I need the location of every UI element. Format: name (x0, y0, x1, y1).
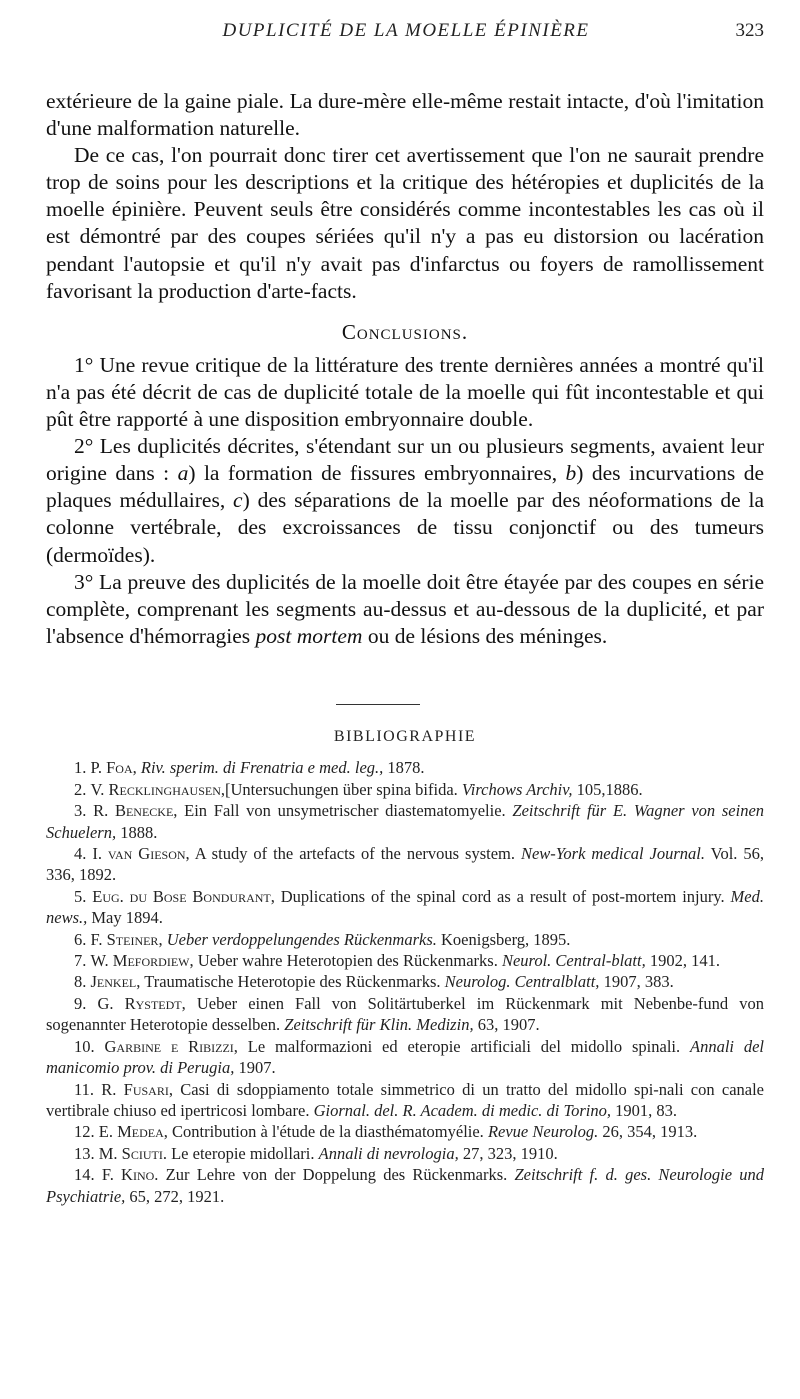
reference-entry (46, 886, 764, 929)
reference-details: May 1894. (87, 908, 163, 928)
section-divider (336, 704, 420, 705)
reference-number: 2. (74, 779, 87, 799)
reference-source: Riv. sperim. di Frenatria e med. leg., (140, 758, 384, 778)
reference-number: 10. (74, 1036, 95, 1056)
reference-entry (46, 950, 764, 971)
reference-details: 1888. (116, 822, 158, 842)
reference-source: Giornal. del. R. Academ. di medic. di Torino, (313, 1100, 612, 1120)
reference-author: E. Medea, (98, 1122, 168, 1142)
reference-text: Duplications of the spinal cord as a result of post-mortem injury. (274, 886, 731, 906)
reference-source: Revue Neurolog. (487, 1122, 599, 1142)
conclusion-2 (46, 433, 764, 568)
paragraph-warning: De ce cas, l'on pourrait donc tirer cet avertissement que l'on ne saurait prendre trop de soins pour les descriptions et la critique des hétéropies et duplicités de la moelle épinière. Peuvent seuls être considérés comme incontestables les cas où il est démontré par des coupes sériées qu'il n'y a pas eu distorsion ou lacération pendant l'autopsie et qu'il n'y avait pas d'infarctus ou foyers de ramollissement favorisant la production d'arte-facts. (46, 143, 764, 303)
reference-source: Annali del manicomio prov. di Perugia, (46, 1036, 765, 1078)
reference-entry (46, 1143, 764, 1164)
reference-entry (46, 971, 764, 992)
reference-details: 1907, 383. (599, 972, 674, 992)
reference-details: 63, 1907. (473, 1015, 540, 1035)
conclusion-2-letter-b: b (565, 461, 577, 486)
reference-author: V. Recklinghausen, (90, 779, 225, 799)
reference-author: W. Mefordiew, (90, 951, 194, 971)
reference-entry (46, 843, 764, 886)
reference-author: G. Rystedt, (97, 993, 186, 1013)
reference-entry (46, 779, 764, 800)
reference-details: 26, 354, 1913. (598, 1122, 698, 1142)
conclusions-heading: Conclusions. (341, 319, 469, 344)
reference-number: 5. (74, 886, 87, 906)
reference-author: Jenkel, (90, 972, 141, 992)
reference-author: Eug. du Bose Bondurant, (92, 886, 275, 906)
reference-author: Garbine e Ribizzi, (104, 1036, 238, 1056)
page-number: 323 (735, 20, 764, 41)
reference-source: Annali di nevrologia, (318, 1143, 459, 1163)
reference-entry (46, 1121, 764, 1142)
reference-details: 1907. (234, 1058, 276, 1078)
reference-details: Vol. 56, 336, 1892. (46, 844, 764, 885)
body-text (46, 88, 764, 650)
reference-text: A study of the artefacts of the nervous system. (189, 844, 521, 864)
reference-author: P. Foa, (90, 758, 137, 778)
reference-source: Ueber verdoppelungendes Rückenmarks. (166, 929, 437, 949)
reference-source: New-York medical Journal. (520, 844, 706, 864)
reference-author: R. Benecke, (93, 801, 178, 821)
reference-number: 13. (74, 1143, 95, 1163)
conclusion-2-letter-a: a (177, 461, 189, 486)
reference-details: 1902, 141. (645, 951, 720, 971)
conclusion-3 (46, 569, 764, 650)
reference-source: Zeitschrift für E. Wagner von seinen Schuelern, (46, 801, 765, 842)
reference-entry (46, 757, 764, 778)
conclusion-2-text-a: 2° Les duplicités décrites, s'étendant sur un ou plusieurs segments, avaient leur origine dans : (46, 434, 764, 486)
reference-author: F. Kino. (101, 1165, 159, 1185)
reference-text: Contribution à l'étude de la diasthématomyélie. (167, 1122, 488, 1142)
reference-source: Zeitschrift f. d. ges. Neurologie und Psychiatrie, (46, 1165, 765, 1206)
reference-text: Zur Lehre von der Doppelung des Rückenmarks. (158, 1165, 515, 1185)
reference-source: Neurolog. Centralblatt, (444, 972, 600, 992)
reference-entry (46, 929, 764, 950)
running-head (46, 18, 766, 48)
reference-text: Traumatische Heterotopie des Rückenmarks. (140, 972, 445, 992)
reference-number: 1. (74, 758, 87, 778)
reference-source: Neurol. Central-blatt, (501, 951, 646, 971)
reference-author: F. Steiner, (90, 929, 163, 949)
reference-entry (46, 1164, 764, 1207)
reference-details: 1878. (383, 758, 425, 778)
reference-details: 105,1886. (572, 779, 643, 799)
reference-text: Ueber einen Fall von Solitärtuberkel im Rückenmark mit Nebenbe-fund von sogenannter Heterotopie desselben. (46, 993, 764, 1035)
paragraph-continuation: extérieure de la gaine piale. La dure-mère elle-même restait intacte, d'où l'imitation d'une malformation naturelle. (46, 89, 764, 141)
reference-details: 27, 323, 1910. (458, 1143, 558, 1163)
reference-details: 1901, 83. (611, 1100, 678, 1120)
running-title: DUPLICITÉ DE LA MOELLE ÉPINIÈRE (222, 20, 590, 41)
conclusion-1: 1° Une revue critique de la littérature des trente dernières années a montré qu'il n'a pas été décrit de cas de duplicité totale de la moelle qui fût incontestable et qui pût être rapporté à une disposition embryonnaire double. (46, 352, 764, 432)
reference-number: 14. (74, 1165, 95, 1185)
reference-entry (46, 1036, 764, 1079)
reference-details: 65, 272, 1921. (125, 1186, 225, 1206)
reference-text: Casi di sdoppiamento totale simmetrico di un tratto del midollo spi-nali con canale vertibrale chiuso ed ipertricosi lombare. (46, 1079, 765, 1120)
reference-source: Zeitschrift für Klin. Medizin, (284, 1015, 474, 1035)
reference-source: Med. news., (46, 886, 764, 928)
reference-source: Virchows Archiv, (461, 779, 573, 799)
reference-text: [Untersuchungen über spina bifida. (225, 779, 462, 799)
reference-text: Ueber wahre Heterotopien des Rückenmarks. (193, 951, 502, 971)
reference-author: I. van Gieson, (92, 844, 190, 864)
conclusion-2-text-b: ) la formation de fissures embryonnaires, (188, 461, 566, 486)
reference-list (46, 757, 764, 1207)
conclusion-3-italic: post mortem (255, 623, 363, 648)
conclusion-2-text-d: ) des séparations de la moelle par des néoformations de la colonne vertébrale, des excroissances de tissu conjonctif ou des tumeurs (dermoïdes). (46, 488, 764, 567)
reference-entry (46, 993, 764, 1036)
conclusion-3-text-b: ou de lésions des méninges. (362, 623, 608, 648)
reference-number: 6. (74, 929, 87, 949)
reference-number: 12. (74, 1122, 95, 1142)
conclusion-2-text-c: ) des incurvations de plaques médullaires, (46, 461, 764, 513)
reference-number: 11. (74, 1079, 95, 1099)
reference-number: 8. (74, 972, 87, 992)
bibliography-heading: BIBLIOGRAPHIE (333, 728, 477, 745)
reference-text: Ein Fall von unsymetrischer diastematomyelie. (177, 801, 513, 821)
reference-text: Le eteropie midollari. (166, 1143, 319, 1163)
reference-entry (46, 1079, 764, 1122)
reference-text: Le malformazioni ed eteropie artificiali del midollo spinali. (237, 1036, 690, 1056)
reference-number: 4. (74, 844, 87, 864)
reference-author: M. Sciuti. (98, 1143, 167, 1163)
bibliography (46, 722, 764, 1207)
reference-number: 7. (74, 951, 87, 971)
conclusion-2-letter-c: c (233, 488, 243, 513)
reference-details: Koenigsberg, 1895. (436, 929, 571, 949)
reference-author: R. Fusari, (101, 1079, 173, 1099)
reference-entry (46, 800, 764, 843)
reference-number: 3. (74, 801, 87, 821)
conclusion-3-text-a: 3° La preuve des duplicités de la moelle doit être étayée par des coupes en série complète, comprenant les segments au-dessus et au-dessous de la duplicité, et par l'absence d'hémorragies (46, 569, 764, 648)
reference-number: 9. (74, 993, 87, 1013)
